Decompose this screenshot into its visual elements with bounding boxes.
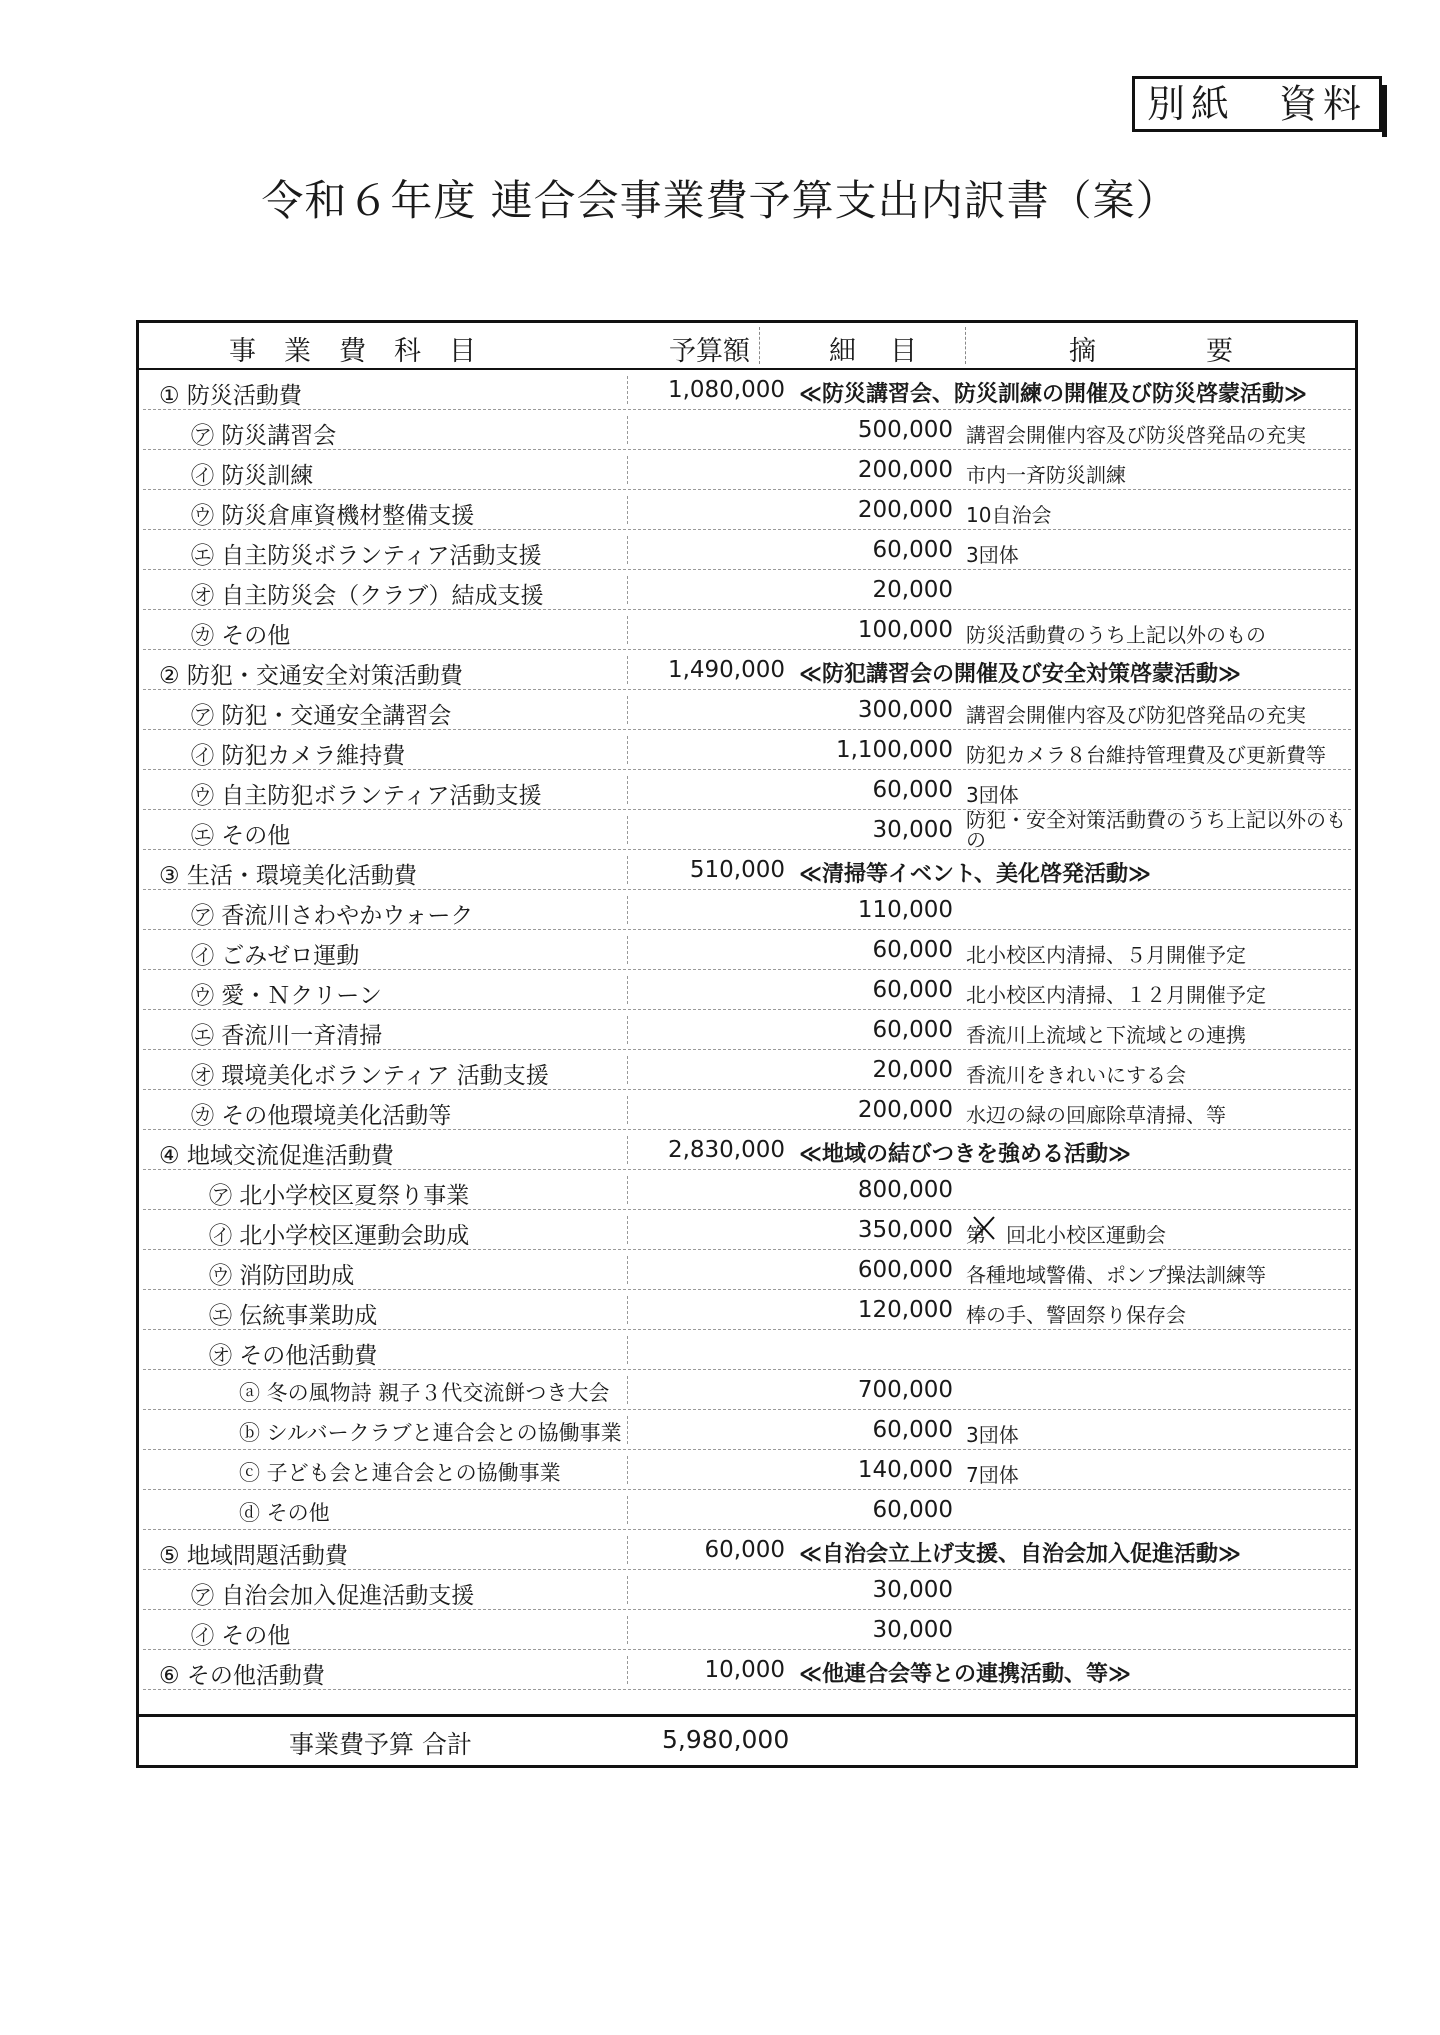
- row-detail-amount: 60,000: [872, 977, 953, 1003]
- table-row: [139, 1490, 1355, 1530]
- column-divider: [627, 1056, 628, 1084]
- total-row: [139, 1714, 1355, 1765]
- column-divider: [627, 1176, 628, 1204]
- column-divider: [627, 696, 628, 724]
- row-detail-amount: 200,000: [857, 1097, 953, 1123]
- column-divider: [627, 1136, 628, 1164]
- row-budget: 60,000: [704, 1537, 785, 1563]
- row-label: ㋔ 環境美化ボランティア 活動支援: [191, 1063, 549, 1089]
- table-row: [139, 810, 1355, 850]
- row-label: ㋐ 香流川さわやかウォーク: [191, 903, 474, 929]
- row-label: ㋓ 伝統事業助成: [209, 1303, 378, 1329]
- row-note: 3団体: [966, 783, 1019, 807]
- column-divider: [627, 456, 628, 484]
- table-row: [139, 1090, 1355, 1130]
- total-value: 5,980,000: [662, 1725, 790, 1754]
- table-row: [139, 970, 1355, 1010]
- column-divider: [627, 776, 628, 804]
- table-row: [139, 1250, 1355, 1290]
- table-row: [139, 530, 1355, 570]
- row-detail-amount: 30,000: [872, 817, 953, 843]
- row-detail-amount: 60,000: [872, 537, 953, 563]
- row-note: 3団体: [966, 543, 1019, 567]
- column-divider: [627, 1296, 628, 1324]
- row-detail-amount: 20,000: [872, 577, 953, 603]
- row-label: ㋓ 自主防災ボランティア活動支援: [191, 543, 542, 569]
- table-row: [139, 890, 1355, 930]
- row-note: 水辺の緑の回廊除草清掃、等: [966, 1103, 1226, 1127]
- row-note: 市内一斉防災訓練: [966, 463, 1126, 487]
- row-label: ㋑ 防災訓練: [191, 463, 314, 489]
- total-label: 事業費予算 合計: [289, 1730, 472, 1759]
- row-detail-amount: 30,000: [872, 1577, 953, 1603]
- column-divider: [627, 736, 628, 764]
- attachment-stamp: 別紙 資料: [1132, 76, 1382, 132]
- row-note: 第 回北小校区運動会: [966, 1223, 1166, 1247]
- row-label: ② 防犯・交通安全対策活動費: [159, 663, 463, 689]
- row-label: ㋓ 香流川一斉清掃: [191, 1023, 383, 1049]
- row-label: ㋓ その他: [191, 823, 291, 849]
- column-divider: [627, 496, 628, 524]
- column-divider: [627, 1656, 628, 1684]
- row-note: 香流川上流域と下流域との連携: [966, 1023, 1246, 1047]
- row-note: 防犯カメラ８台維持管理費及び更新費等: [966, 743, 1326, 767]
- row-detail-amount: 1,100,000: [835, 737, 953, 763]
- strike-mark-icon: [971, 1214, 997, 1242]
- header-budget: 予算額: [669, 336, 750, 367]
- row-budget: 2,830,000: [667, 1137, 785, 1163]
- column-divider: [627, 376, 628, 404]
- column-divider: [627, 1576, 628, 1604]
- row-detail-amount: 350,000: [857, 1217, 953, 1243]
- row-note: 防災活動費のうち上記以外のもの: [966, 623, 1266, 647]
- row-label: ㋔ その他活動費: [209, 1343, 378, 1369]
- page-title: 令和６年度 連合会事業費予算支出内訳書（案）: [261, 176, 1179, 225]
- column-divider: [627, 1016, 628, 1044]
- table-row: [139, 1210, 1355, 1250]
- table-row: [139, 770, 1355, 810]
- column-divider: [627, 1216, 628, 1244]
- row-detail-amount: 60,000: [872, 937, 953, 963]
- row-detail-amount: 120,000: [857, 1297, 953, 1323]
- column-divider: [627, 896, 628, 924]
- row-label: ㋐ 防災講習会: [191, 423, 337, 449]
- table-row: [139, 930, 1355, 970]
- row-label: ⓓ その他: [239, 1501, 330, 1525]
- row-note: 香流川をきれいにする会: [966, 1063, 1186, 1087]
- column-divider: [627, 1256, 628, 1284]
- budget-table: [136, 320, 1358, 1768]
- table-row: [139, 850, 1355, 890]
- table-row: [139, 1570, 1355, 1610]
- row-budget: 10,000: [704, 1657, 785, 1683]
- row-label: ⑤ 地域問題活動費: [159, 1543, 348, 1569]
- row-label: ⓐ 冬の風物詩 親子３代交流餅つき大会: [239, 1381, 610, 1405]
- row-label: ㋑ 北小学校区運動会助成: [209, 1223, 470, 1249]
- column-divider: [627, 1376, 628, 1404]
- row-label: ⓑ シルバークラブと連合会との協働事業: [239, 1421, 622, 1445]
- row-note: 棒の手、警固祭り保存会: [966, 1303, 1186, 1327]
- row-detail-amount: 800,000: [857, 1177, 953, 1203]
- row-label: ㋒ 愛・Ｎクリーン: [191, 983, 382, 1009]
- row-summary: ≪自治会立上げ支援、自治会加入促進活動≫: [799, 1542, 1242, 1567]
- column-divider: [627, 976, 628, 1004]
- row-note: 北小校区内清掃、１２月開催予定: [966, 983, 1266, 1007]
- row-budget: 1,490,000: [667, 657, 785, 683]
- row-note: 講習会開催内容及び防犯啓発品の充実: [966, 703, 1306, 727]
- column-divider: [627, 416, 628, 444]
- row-detail-amount: 60,000: [872, 1417, 953, 1443]
- table-row: [139, 370, 1355, 410]
- row-label: ㋐ 防犯・交通安全講習会: [191, 703, 452, 729]
- row-note: 北小校区内清掃、５月開催予定: [966, 943, 1246, 967]
- row-detail-amount: 200,000: [857, 497, 953, 523]
- row-detail-amount: 300,000: [857, 697, 953, 723]
- column-divider: [627, 856, 628, 884]
- table-row: [139, 570, 1355, 610]
- table-row: [139, 1050, 1355, 1090]
- row-note: 7団体: [966, 1463, 1019, 1487]
- row-label: ㋒ 消防団助成: [209, 1263, 355, 1289]
- row-summary: ≪防災講習会、防災訓練の開催及び防災啓蒙活動≫: [799, 382, 1308, 407]
- row-label: ① 防災活動費: [159, 383, 302, 409]
- header-item: 事業費科目: [229, 336, 504, 367]
- column-divider: [627, 816, 628, 844]
- column-divider: [627, 1616, 628, 1644]
- row-note: 3団体: [966, 1423, 1019, 1447]
- table-row: [139, 1290, 1355, 1330]
- row-detail-amount: 600,000: [857, 1257, 953, 1283]
- row-summary: ≪防犯講習会の開催及び安全対策啓蒙活動≫: [799, 662, 1242, 687]
- row-label: ㋒ 防災倉庫資機材整備支援: [191, 503, 475, 529]
- table-row: [139, 1450, 1355, 1490]
- row-summary: ≪他連合会等との連携活動、等≫: [799, 1662, 1132, 1687]
- column-divider: [627, 936, 628, 964]
- row-label: ㋔ 自主防災会（クラブ）結成支援: [191, 583, 544, 609]
- column-divider: [627, 656, 628, 684]
- row-note: 防犯・安全対策活動費のうち上記以外のもの: [966, 808, 1346, 852]
- table-row: [139, 730, 1355, 770]
- header-divider: [965, 327, 966, 364]
- row-detail-amount: 200,000: [857, 457, 953, 483]
- row-note: 10自治会: [966, 503, 1052, 527]
- header-detail: 細目: [829, 336, 951, 367]
- column-divider: [627, 616, 628, 644]
- row-label: ㋐ 自治会加入促進活動支援: [191, 1583, 475, 1609]
- row-detail-amount: 60,000: [872, 1017, 953, 1043]
- table-row: [139, 1650, 1355, 1690]
- row-detail-amount: 500,000: [857, 417, 953, 443]
- row-detail-amount: 100,000: [857, 617, 953, 643]
- column-divider: [627, 1536, 628, 1564]
- row-note: 講習会開催内容及び防災啓発品の充実: [966, 423, 1306, 447]
- table-row: [139, 1410, 1355, 1450]
- row-detail-amount: 110,000: [857, 897, 953, 923]
- table-row: [139, 1170, 1355, 1210]
- header-note: 摘要: [1069, 336, 1343, 367]
- row-note: 各種地域警備、ポンプ操法訓練等: [966, 1263, 1266, 1287]
- table-row: [139, 1610, 1355, 1650]
- header-divider: [759, 327, 760, 364]
- column-divider: [627, 536, 628, 564]
- row-budget: 1,080,000: [667, 377, 785, 403]
- table-row: [139, 1330, 1355, 1370]
- row-detail-amount: 20,000: [872, 1057, 953, 1083]
- row-label: ㋑ ごみゼロ運動: [191, 943, 360, 969]
- row-label: ㋒ 自主防犯ボランティア活動支援: [191, 783, 542, 809]
- table-row: [139, 450, 1355, 490]
- table-row: [139, 650, 1355, 690]
- table-row: [139, 1530, 1355, 1570]
- table-row: [139, 610, 1355, 650]
- table-row: [139, 690, 1355, 730]
- table-row: [139, 1130, 1355, 1170]
- row-label: ⓒ 子ども会と連合会との協働事業: [239, 1461, 561, 1485]
- row-label: ㋑ その他: [191, 1623, 291, 1649]
- row-label: ㋐ 北小学校区夏祭り事業: [209, 1183, 470, 1209]
- table-row: [139, 1010, 1355, 1050]
- row-summary: ≪地域の結びつきを強める活動≫: [799, 1142, 1132, 1167]
- row-summary: ≪清掃等イベント、美化啓発活動≫: [799, 862, 1152, 887]
- row-label: ㋕ その他環境美化活動等: [191, 1103, 452, 1129]
- row-detail-amount: 140,000: [857, 1457, 953, 1483]
- table-row: [139, 1370, 1355, 1410]
- column-divider: [627, 1496, 628, 1524]
- column-divider: [627, 1336, 628, 1364]
- column-divider: [627, 1096, 628, 1124]
- row-detail-amount: 700,000: [857, 1377, 953, 1403]
- row-label: ⑥ その他活動費: [159, 1663, 325, 1689]
- row-label: ③ 生活・環境美化活動費: [159, 863, 417, 889]
- table-row: [139, 410, 1355, 450]
- row-detail-amount: 60,000: [872, 1497, 953, 1523]
- column-divider: [627, 1416, 628, 1444]
- row-label: ㋕ その他: [191, 623, 291, 649]
- column-divider: [627, 1456, 628, 1484]
- row-detail-amount: 60,000: [872, 777, 953, 803]
- row-budget: 510,000: [689, 857, 785, 883]
- column-divider: [627, 576, 628, 604]
- row-detail-amount: 30,000: [872, 1617, 953, 1643]
- row-label: ㋑ 防犯カメラ維持費: [191, 743, 406, 769]
- table-header: [139, 323, 1355, 370]
- row-label: ④ 地域交流促進活動費: [159, 1143, 394, 1169]
- table-row: [139, 490, 1355, 530]
